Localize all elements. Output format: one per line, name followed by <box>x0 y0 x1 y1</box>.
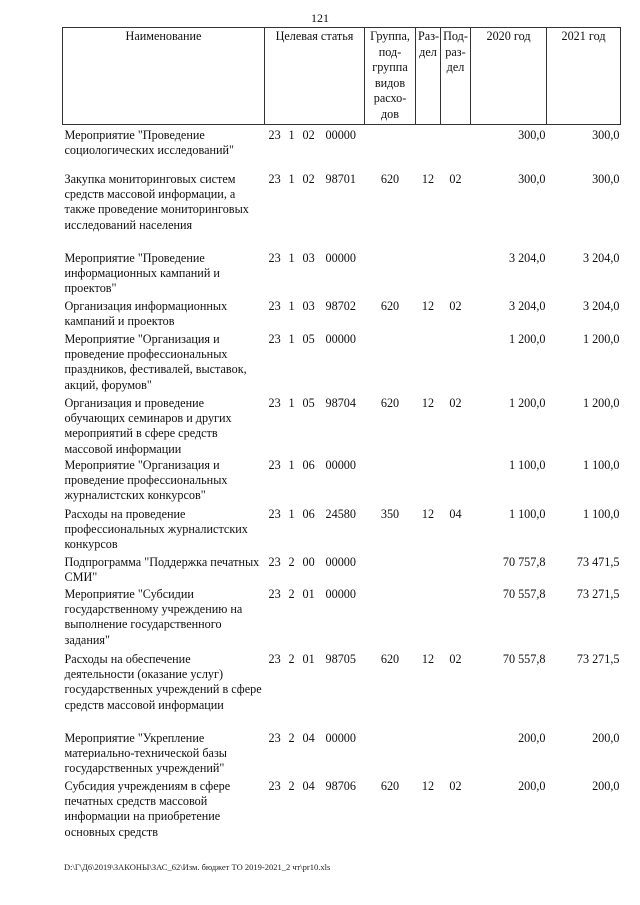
row-group <box>365 251 416 299</box>
row-subsection: 02 <box>449 299 462 314</box>
row-section: 12 <box>421 172 435 187</box>
row-target: 23 1 06 00000 <box>268 458 356 473</box>
row-2021: 1 200,0 <box>582 396 620 411</box>
row-section <box>416 731 441 779</box>
row-name: Мероприятие "Организация и проведение профессиональных журналистских конкурсов" <box>64 458 228 503</box>
row-2020: 70 557,8 <box>502 587 546 602</box>
row-2021: 1 200,0 <box>582 332 620 347</box>
row-target: 23 2 01 00000 <box>268 587 356 602</box>
row-target: 23 2 00 00000 <box>268 555 356 570</box>
row-section: 12 <box>421 396 435 411</box>
table-row <box>63 172 621 251</box>
table-row <box>63 396 621 458</box>
table-row <box>63 124 621 172</box>
row-section <box>416 458 441 507</box>
row-section: 12 <box>421 507 435 522</box>
table-row <box>63 299 621 332</box>
row-2020: 3 204,0 <box>508 251 546 266</box>
row-subsection: 04 <box>449 507 462 522</box>
row-2020: 200,0 <box>518 779 546 794</box>
row-2021: 73 271,5 <box>576 652 620 667</box>
header-2021: 2021 год <box>547 28 621 125</box>
row-subsection <box>441 587 471 652</box>
row-group <box>365 124 416 172</box>
row-2020: 1 200,0 <box>508 396 546 411</box>
row-name: Мероприятие "Организация и проведение профессиональных праздников, фестивалей, выставок, акций, форумов" <box>64 332 247 392</box>
row-subsection <box>441 555 471 587</box>
row-target: 23 2 04 98706 <box>268 779 356 794</box>
row-subsection <box>441 332 471 396</box>
row-subsection: 02 <box>449 172 462 187</box>
row-section <box>416 587 441 652</box>
row-2021: 3 204,0 <box>582 251 620 266</box>
row-section: 12 <box>421 652 435 667</box>
row-subsection: 02 <box>449 779 462 794</box>
row-section <box>416 555 441 587</box>
row-section <box>416 251 441 299</box>
row-section: 12 <box>421 299 435 314</box>
row-2021: 300,0 <box>592 127 620 142</box>
row-2020: 300,0 <box>518 172 546 187</box>
header-group: Группа, под-группа видов расхо-дов <box>365 28 416 125</box>
row-2020: 70 557,8 <box>502 652 546 667</box>
table-header <box>63 28 621 125</box>
table-row <box>63 251 621 299</box>
row-name: Мероприятие "Субсидии государственному учреждению на выполнение государственного задания" <box>64 587 243 647</box>
row-name: Организация и проведение обучающих семинаров и других мероприятий в сфере средств массовой информации <box>64 396 232 456</box>
row-target: 23 1 05 00000 <box>268 332 356 347</box>
header-2020: 2020 год <box>471 28 547 125</box>
row-subsection <box>441 251 471 299</box>
row-target: 23 1 05 98704 <box>268 396 356 411</box>
table-row <box>63 587 621 652</box>
row-target: 23 2 04 00000 <box>268 731 356 746</box>
file-path-footer: D:\Г\Д6\2019\ЗАКОНЫ\ЗАС_62\Изм. бюджет ТО 2019-2021_2 чт\pr10.xls <box>64 862 331 872</box>
row-2021: 73 471,5 <box>576 555 620 570</box>
row-2020: 70 757,8 <box>502 555 546 570</box>
row-group: 350 <box>380 507 400 522</box>
row-group <box>365 458 416 507</box>
row-2021: 1 100,0 <box>582 507 620 522</box>
header-subsection: Под-раз-дел <box>441 28 471 125</box>
row-name: Расходы на обеспечение деятельности (оказание услуг) государственных учреждений в сфере средств массовой информации <box>64 652 262 712</box>
budget-table <box>62 27 621 843</box>
table-row <box>63 731 621 779</box>
table-row <box>63 458 621 507</box>
row-group <box>365 332 416 396</box>
table-row <box>63 332 621 396</box>
row-group: 620 <box>380 299 400 314</box>
header-section: Раз-дел <box>416 28 441 125</box>
row-target: 23 1 03 00000 <box>268 251 356 266</box>
row-2020: 300,0 <box>518 127 546 142</box>
row-name: Организация информационных кампаний и проектов <box>64 299 228 329</box>
page-number: 121 <box>311 11 329 25</box>
row-2020: 3 204,0 <box>508 299 546 314</box>
row-2020: 1 200,0 <box>508 332 546 347</box>
row-target: 23 1 02 98701 <box>268 172 356 187</box>
row-subsection: 02 <box>449 396 462 411</box>
row-target: 23 1 03 98702 <box>268 299 356 314</box>
row-group <box>365 587 416 652</box>
row-name: Мероприятие "Проведение социологических исследований" <box>64 127 235 157</box>
row-2020: 1 100,0 <box>508 458 546 473</box>
row-name: Мероприятие "Укрепление материально-технической базы государственных учреждений" <box>64 731 227 776</box>
row-target: 23 2 01 98705 <box>268 652 356 667</box>
row-name: Подпрограмма "Поддержка печатных СМИ" <box>64 555 260 585</box>
row-name: Мероприятие "Проведение информационных кампаний и проектов" <box>64 251 220 296</box>
table-body <box>63 124 621 843</box>
row-group <box>365 555 416 587</box>
row-group: 620 <box>380 396 400 411</box>
row-2021: 1 100,0 <box>582 458 620 473</box>
table-row <box>63 779 621 843</box>
row-name: Закупка мониторинговых систем средств массовой информации, а также проведение мониторинговых исследований населения <box>64 172 249 232</box>
row-2021: 3 204,0 <box>582 299 620 314</box>
row-2020: 200,0 <box>518 731 546 746</box>
row-group <box>365 731 416 779</box>
row-subsection <box>441 124 471 172</box>
row-subsection <box>441 458 471 507</box>
row-2021: 200,0 <box>592 731 620 746</box>
table-row <box>63 652 621 731</box>
row-2021: 73 271,5 <box>576 587 620 602</box>
row-2021: 300,0 <box>592 172 620 187</box>
row-subsection <box>441 731 471 779</box>
row-2021: 200,0 <box>592 779 620 794</box>
row-target: 23 1 02 00000 <box>268 127 356 142</box>
row-section <box>416 124 441 172</box>
row-section: 12 <box>421 779 435 794</box>
row-subsection: 02 <box>449 652 462 667</box>
row-name: Субсидия учреждениям в сфере печатных средств массовой информации на приобретение основных средств <box>64 779 231 839</box>
row-group: 620 <box>380 779 400 794</box>
row-group: 620 <box>380 652 400 667</box>
row-group: 620 <box>380 172 400 187</box>
table-row <box>63 555 621 587</box>
row-target: 23 1 06 24580 <box>268 507 356 522</box>
header-target: Целевая статья <box>265 28 365 125</box>
row-section <box>416 332 441 396</box>
row-2020: 1 100,0 <box>508 507 546 522</box>
row-name: Расходы на проведение профессиональных журналистских конкурсов <box>64 507 248 552</box>
table-row <box>63 507 621 555</box>
header-name: Наименование <box>63 28 265 125</box>
